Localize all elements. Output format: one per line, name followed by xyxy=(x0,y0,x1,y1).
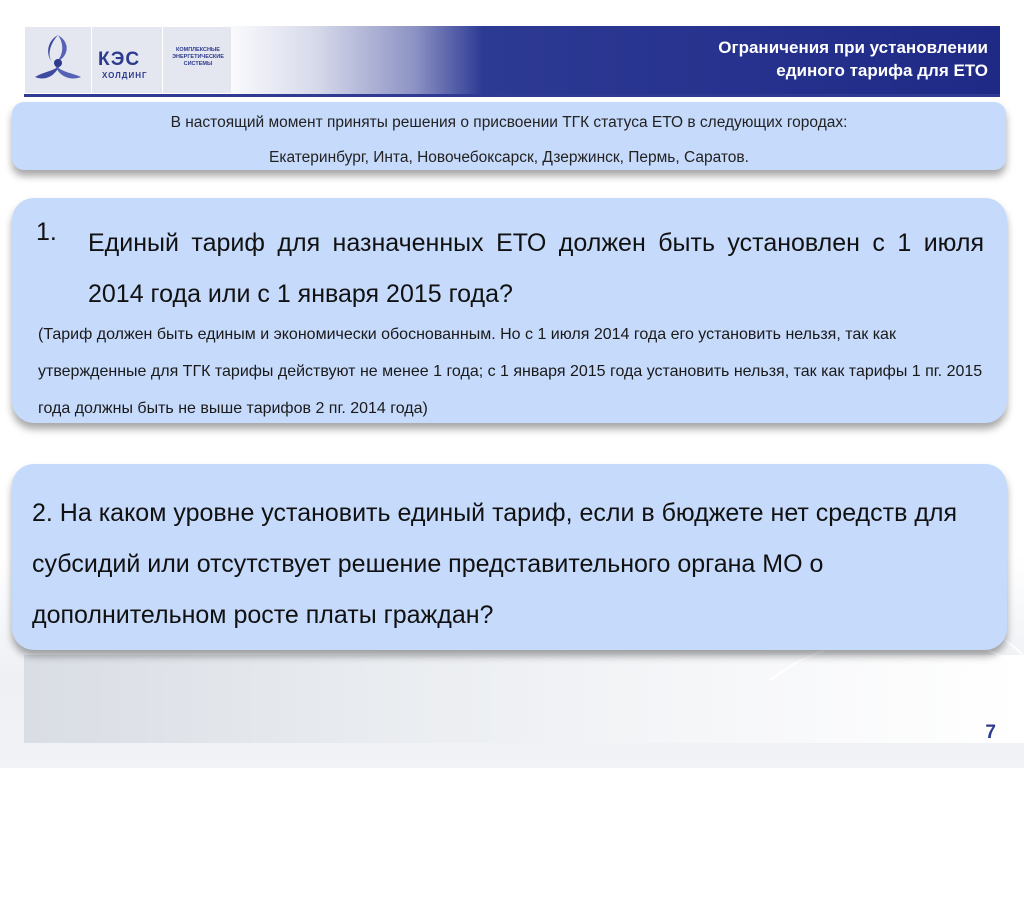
question2-panel xyxy=(12,464,1007,650)
kes-logo-icon xyxy=(25,27,91,93)
info-text-line2: Екатеринбург, Инта, Новочебоксарск, Дзержинск, Пермь, Саратов. xyxy=(269,149,749,166)
logo-name: КЭС xyxy=(98,49,141,70)
info-panel xyxy=(12,102,1006,170)
logo-emblem xyxy=(25,27,91,93)
slide-title-line1: Ограничения при установлении xyxy=(718,38,988,57)
logo-subtitle-box xyxy=(163,27,231,93)
question2-text: 2. На каком уровне установить единый тариф, если в бюджете нет средств для субсидий или отсутствует решение представительного органа МО о дополнительном росте платы граждан? xyxy=(32,499,958,629)
logo-subtitle: КОМПЛЕКСНЫЕ ЭНЕРГЕТИЧЕСКИЕ СИСТЕМЫ xyxy=(172,47,224,67)
info-text-line1: В настоящий момент приняты решения о присвоении ТГК статуса ЕТО в следующих городах: xyxy=(170,114,848,131)
logo-wordmark xyxy=(92,27,162,93)
logo-holding: ХОЛДИНГ xyxy=(102,71,148,80)
question1-panel xyxy=(12,198,1007,423)
slide-title-line2: единого тарифа для ЕТО xyxy=(776,61,988,80)
decorative-bottom-band xyxy=(24,655,1024,743)
question1-title: Единый тариф для назначенных ЕТО должен быть установлен с 1 июля 2014 года или с 1 января 2015 года? xyxy=(88,229,984,308)
page-number: 7 xyxy=(985,722,996,743)
header-divider xyxy=(24,94,1000,97)
question1-number: 1. xyxy=(36,218,57,246)
question1-note: (Тариф должен быть единым и экономически обоснованным. Но с 1 июля 2014 года его установить нельзя, так как утвержденные для ТГК тарифы действуют не менее 1 года; с 1 января 2015 года установить нельзя, так как тарифы 1 пг. 2015 года должны быть не выше тарифов 2 пг. 2014 года) xyxy=(38,326,983,417)
slide-title xyxy=(568,36,988,82)
